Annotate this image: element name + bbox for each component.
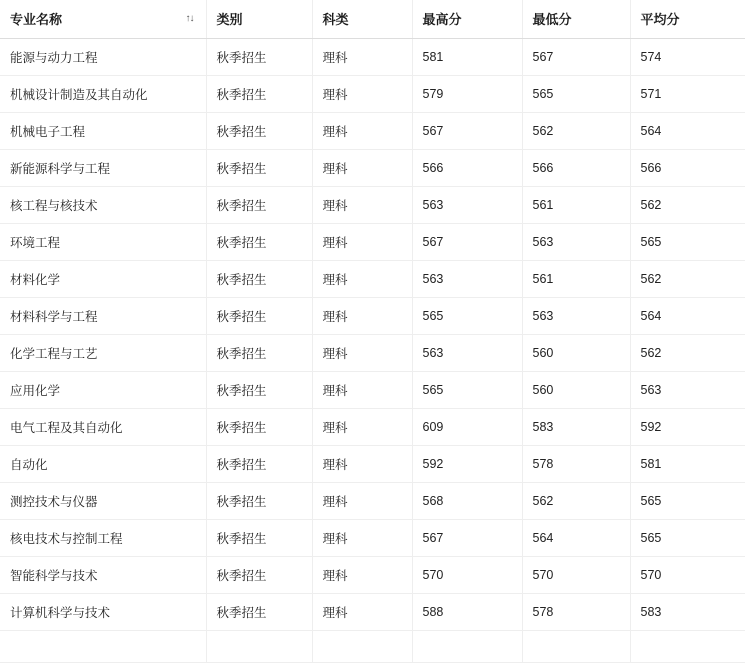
column-header-category	[206, 0, 312, 39]
cell-avg: 564	[630, 113, 745, 150]
cell-avg: 562	[630, 187, 745, 224]
cell-min: 561	[522, 187, 630, 224]
cell-major: 能源与动力工程	[0, 39, 206, 76]
cell-max: 566	[412, 150, 522, 187]
table-row	[0, 298, 745, 335]
table-row	[0, 150, 745, 187]
cell-major: 电气工程及其自动化	[0, 409, 206, 446]
cell-max: 588	[412, 594, 522, 631]
cell-major: 环境工程	[0, 224, 206, 261]
cell-subject: 理科	[312, 113, 412, 150]
cell-category: 秋季招生	[206, 113, 312, 150]
cell-category: 秋季招生	[206, 520, 312, 557]
cell-min: 567	[522, 39, 630, 76]
table-row	[0, 224, 745, 261]
cell-avg: 565	[630, 224, 745, 261]
cell-subject: 理科	[312, 150, 412, 187]
cell-avg: 592	[630, 409, 745, 446]
cell-min: 562	[522, 483, 630, 520]
cell-subject: 理科	[312, 76, 412, 113]
table-row	[0, 372, 745, 409]
table-row	[0, 76, 745, 113]
cell-min: 562	[522, 113, 630, 150]
cell-avg: 565	[630, 483, 745, 520]
cell-subject: 理科	[312, 224, 412, 261]
cell-subject: 理科	[312, 261, 412, 298]
cell-avg: 565	[630, 520, 745, 557]
cell-major: 自动化	[0, 446, 206, 483]
cell-max: 570	[412, 557, 522, 594]
column-header-subject-label: 科类	[322, 12, 349, 27]
cell-subject: 理科	[312, 446, 412, 483]
cell-major: 材料化学	[0, 261, 206, 298]
cell-max: 581	[412, 39, 522, 76]
cell-avg: 563	[630, 372, 745, 409]
cell-max: 563	[412, 335, 522, 372]
cell-max: 567	[412, 520, 522, 557]
cell-category: 秋季招生	[206, 594, 312, 631]
cell-max: 609	[412, 409, 522, 446]
cell-avg: 570	[630, 557, 745, 594]
cell-max: 567	[412, 224, 522, 261]
cell-major: 核电技术与控制工程	[0, 520, 206, 557]
cell-category: 秋季招生	[206, 261, 312, 298]
cell-category: 秋季招生	[206, 224, 312, 261]
table-row	[0, 187, 745, 224]
cell-major	[0, 631, 206, 663]
cell-min: 570	[522, 557, 630, 594]
cell-category: 秋季招生	[206, 483, 312, 520]
table-body	[0, 39, 745, 663]
column-header-major[interactable]	[0, 0, 206, 39]
table-row	[0, 261, 745, 298]
table-row	[0, 520, 745, 557]
cell-min: 565	[522, 76, 630, 113]
cell-min: 578	[522, 594, 630, 631]
cell-category: 秋季招生	[206, 557, 312, 594]
cell-min: 564	[522, 520, 630, 557]
cell-avg: 571	[630, 76, 745, 113]
cell-major: 智能科学与技术	[0, 557, 206, 594]
column-header-subject	[312, 0, 412, 39]
cell-subject	[312, 631, 412, 663]
cell-major: 新能源科学与工程	[0, 150, 206, 187]
cell-subject: 理科	[312, 557, 412, 594]
cell-subject: 理科	[312, 335, 412, 372]
table-row	[0, 557, 745, 594]
cell-min: 578	[522, 446, 630, 483]
cell-min	[522, 631, 630, 663]
cell-avg: 583	[630, 594, 745, 631]
cell-min: 566	[522, 150, 630, 187]
cell-category: 秋季招生	[206, 298, 312, 335]
cell-subject: 理科	[312, 298, 412, 335]
cell-max: 568	[412, 483, 522, 520]
cell-category: 秋季招生	[206, 150, 312, 187]
cell-min: 563	[522, 224, 630, 261]
cell-avg: 574	[630, 39, 745, 76]
sort-arrows-icon[interactable]: ↑↓	[185, 12, 194, 24]
cell-min: 561	[522, 261, 630, 298]
cell-avg	[630, 631, 745, 663]
cell-major: 机械电子工程	[0, 113, 206, 150]
cell-category	[206, 631, 312, 663]
cell-max: 563	[412, 261, 522, 298]
cell-max: 565	[412, 298, 522, 335]
cell-category: 秋季招生	[206, 335, 312, 372]
cell-category: 秋季招生	[206, 76, 312, 113]
cell-category: 秋季招生	[206, 409, 312, 446]
table-row	[0, 409, 745, 446]
table-row	[0, 483, 745, 520]
table-row	[0, 335, 745, 372]
cell-avg: 566	[630, 150, 745, 187]
cell-max: 592	[412, 446, 522, 483]
column-header-max-score	[412, 0, 522, 39]
cell-subject: 理科	[312, 594, 412, 631]
cell-avg: 562	[630, 335, 745, 372]
cell-major: 测控技术与仪器	[0, 483, 206, 520]
cell-major: 化学工程与工艺	[0, 335, 206, 372]
cell-major: 计算机科学与技术	[0, 594, 206, 631]
cell-subject: 理科	[312, 520, 412, 557]
table-row	[0, 594, 745, 631]
table-header	[0, 0, 745, 39]
table-row	[0, 446, 745, 483]
cell-category: 秋季招生	[206, 187, 312, 224]
column-header-min-score-label: 最低分	[532, 12, 572, 27]
cell-max: 567	[412, 113, 522, 150]
table-row	[0, 39, 745, 76]
column-header-max-score-label: 最高分	[422, 12, 462, 27]
table-row	[0, 113, 745, 150]
cell-major: 应用化学	[0, 372, 206, 409]
cell-min: 583	[522, 409, 630, 446]
cell-category: 秋季招生	[206, 446, 312, 483]
cell-major: 材料科学与工程	[0, 298, 206, 335]
cell-max: 579	[412, 76, 522, 113]
cell-avg: 564	[630, 298, 745, 335]
cell-max	[412, 631, 522, 663]
cell-max: 563	[412, 187, 522, 224]
cell-category: 秋季招生	[206, 39, 312, 76]
cell-subject: 理科	[312, 187, 412, 224]
cell-subject: 理科	[312, 483, 412, 520]
cell-min: 563	[522, 298, 630, 335]
cell-avg: 562	[630, 261, 745, 298]
cell-min: 560	[522, 335, 630, 372]
cell-subject: 理科	[312, 39, 412, 76]
column-header-category-label: 类别	[216, 12, 243, 27]
column-header-avg-score	[630, 0, 745, 39]
cell-subject: 理科	[312, 372, 412, 409]
cell-avg: 581	[630, 446, 745, 483]
cell-major: 核工程与核技术	[0, 187, 206, 224]
cell-major: 机械设计制造及其自动化	[0, 76, 206, 113]
column-header-min-score	[522, 0, 630, 39]
table-header-row	[0, 0, 745, 39]
cell-subject: 理科	[312, 409, 412, 446]
column-header-major-label: 专业名称	[10, 12, 63, 27]
cell-category: 秋季招生	[206, 372, 312, 409]
column-header-avg-score-label: 平均分	[640, 12, 680, 27]
table-row	[0, 631, 745, 663]
cell-max: 565	[412, 372, 522, 409]
cell-min: 560	[522, 372, 630, 409]
